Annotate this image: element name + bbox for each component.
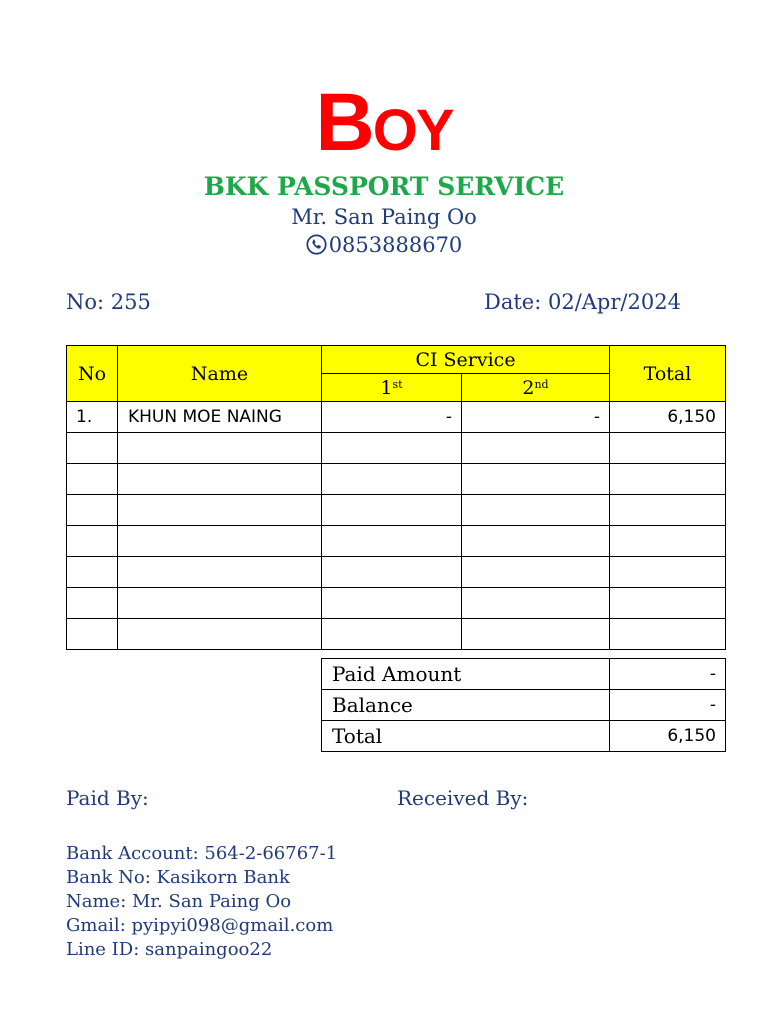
company-name: BKK PASSPORT SERVICE bbox=[203, 172, 565, 201]
logo bbox=[0, 77, 768, 174]
row-no: 1. bbox=[67, 402, 118, 433]
table-row bbox=[67, 619, 726, 650]
account-name: Name: Mr. San Paing Oo bbox=[66, 891, 292, 912]
bank-details bbox=[66, 842, 337, 962]
phone-icon bbox=[306, 234, 327, 255]
row-first: - bbox=[322, 402, 462, 433]
row-total: 6,150 bbox=[610, 402, 726, 433]
header-total: Total bbox=[610, 346, 726, 402]
paid-by-label: Paid By: bbox=[66, 786, 149, 810]
header-first: 1st bbox=[322, 374, 462, 402]
summary-row-total bbox=[322, 721, 726, 752]
table-row bbox=[67, 526, 726, 557]
total-label: Total bbox=[322, 721, 610, 752]
table-row bbox=[67, 495, 726, 526]
table-row bbox=[67, 588, 726, 619]
summary-row-paid bbox=[322, 659, 726, 690]
table-row bbox=[67, 557, 726, 588]
logo-first-letter: B bbox=[315, 77, 373, 168]
summary-row-balance bbox=[322, 690, 726, 721]
table-row bbox=[67, 402, 726, 433]
table-row bbox=[67, 464, 726, 495]
header-name: Name bbox=[118, 346, 322, 402]
balance-value: - bbox=[610, 690, 726, 721]
bank-account: Bank Account: 564-2-66767-1 bbox=[66, 843, 338, 864]
table-row bbox=[67, 433, 726, 464]
owner-name: Mr. San Paing Oo bbox=[291, 205, 477, 229]
service-table bbox=[66, 345, 726, 650]
header-no: No bbox=[67, 346, 118, 402]
header-second: 2nd bbox=[462, 374, 610, 402]
received-by-label: Received By: bbox=[397, 786, 529, 810]
summary-table bbox=[321, 658, 726, 752]
receipt-date: Date: 02/Apr/2024 bbox=[484, 290, 681, 314]
paid-amount-value: - bbox=[610, 659, 726, 690]
bank-no: Bank No: Kasikorn Bank bbox=[66, 867, 290, 888]
gmail: Gmail: pyipyi098@gmail.com bbox=[66, 915, 334, 936]
phone-number: 0853888670 bbox=[328, 233, 463, 257]
paid-amount-label: Paid Amount bbox=[322, 659, 610, 690]
line-id: Line ID: sanpaingoo22 bbox=[66, 939, 273, 960]
receipt-number: No: 255 bbox=[66, 290, 151, 314]
total-value: 6,150 bbox=[610, 721, 726, 752]
header-ci-service: CI Service bbox=[322, 346, 610, 374]
balance-label: Balance bbox=[322, 690, 610, 721]
row-second: - bbox=[462, 402, 610, 433]
row-name: KHUN MOE NAING bbox=[118, 402, 322, 433]
logo-rest: OY bbox=[372, 98, 453, 163]
phone-line bbox=[0, 232, 768, 258]
